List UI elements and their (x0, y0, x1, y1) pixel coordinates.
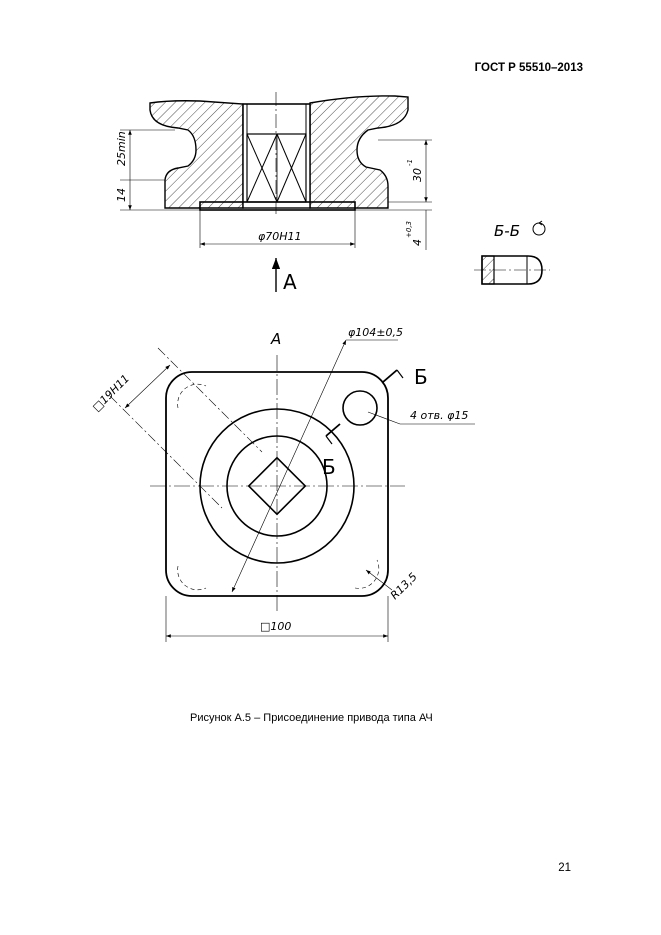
cut-label-top: Б (414, 365, 428, 389)
dim-30-tolerance: -1 (406, 159, 414, 166)
figure-caption: Рисунок А.5 – Присоединение привода типа АЧ (190, 712, 433, 724)
dim-holes: 4 отв. φ15 (410, 409, 469, 422)
dim-bolt-circle: φ104±0,5 (348, 326, 403, 339)
dim-14: 14 (115, 188, 128, 202)
plan-view-title: А (271, 330, 282, 348)
view-arrow-label: А (283, 270, 297, 294)
dim-square-drive: □19H11 (89, 371, 133, 415)
section-view (120, 92, 432, 292)
section-left-wall (150, 101, 243, 208)
document-header: ГОСТ Р 55510–2013 (474, 62, 583, 74)
dim-4-tolerance: +0,3 (405, 221, 413, 238)
cut-label-bottom: Б (322, 455, 336, 479)
dim-30: 30 (411, 168, 424, 182)
dim-bore: φ70H11 (258, 230, 302, 243)
dim-radius: R13,5 (387, 570, 420, 603)
section-right-wall (310, 96, 408, 208)
section-bb-label: Б-Б (494, 222, 520, 240)
page-number: 21 (558, 862, 571, 874)
dim-4: 4 (411, 239, 424, 246)
dim-25min: 25min (115, 131, 128, 166)
dim-width: □100 (260, 620, 292, 633)
